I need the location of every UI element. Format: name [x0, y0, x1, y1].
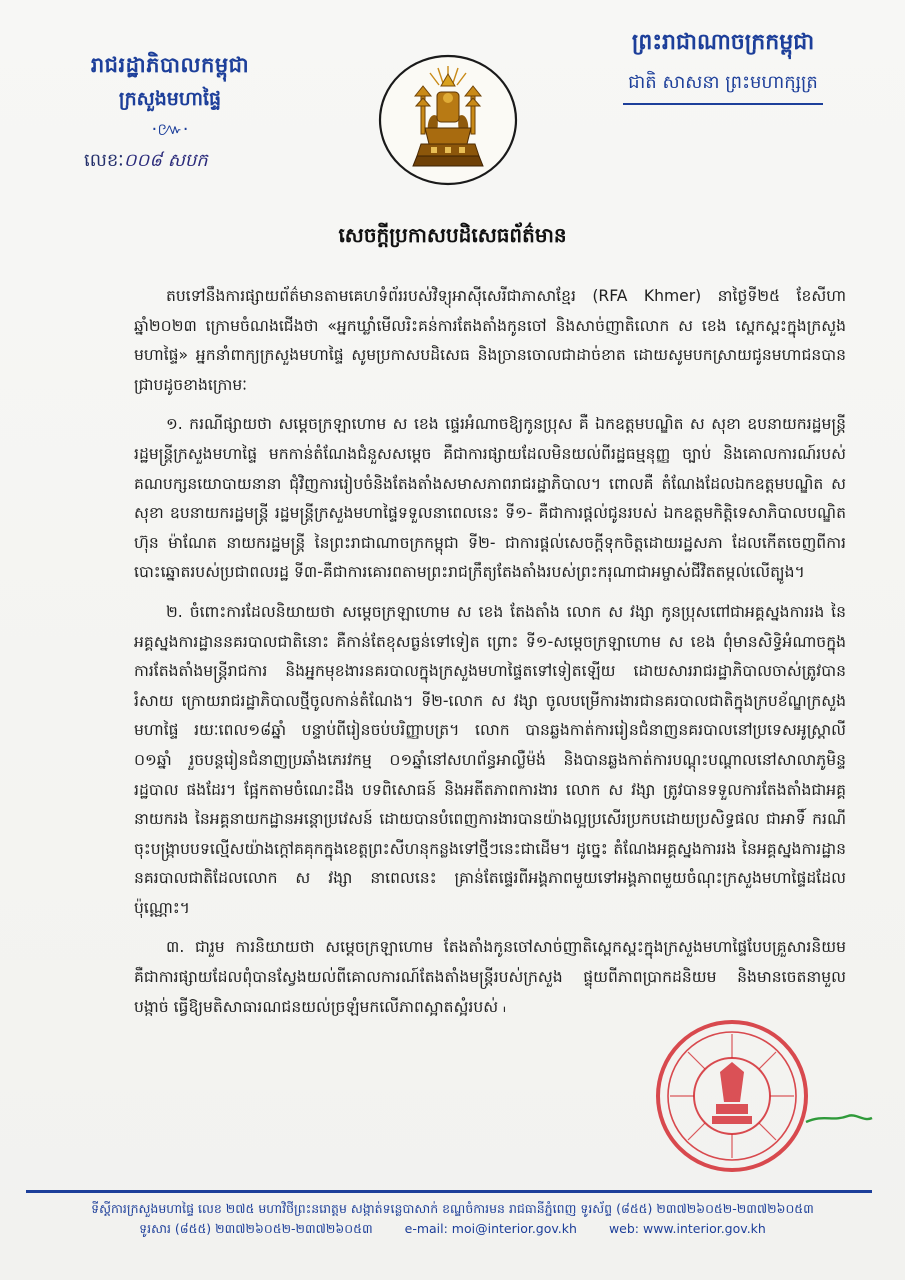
reference-value: ០០៨ សបក — [123, 150, 208, 171]
document-body — [134, 282, 846, 1032]
ornament-divider: ·៚· — [151, 119, 189, 140]
header-right-block — [588, 28, 858, 105]
point-2-paragraph: ២. ចំពោះការដែលនិយាយថា សម្តេចក្រឡាហោម ស ខេង តែងតាំង លោក ស វង្សា កូនប្រុសពៅជាអគ្គស្នងការរង នៃអគ្គស្នងការដ្ឋាននគរបាលជាតិនោះ គឺកាន់តែខុសធ្ងន់ទៅទៀត ព្រោះ ទី១-សម្តេចក្រឡាហោម ស ខេង ពុំមានសិទ្ធិអំណាចក្នុងការតែងតាំងមន្ត្រីរាជការ និងអ្នកមុខងារនគរបាលក្នុងក្រសួងមហាផ្ទៃតទៅទៀតឡើយ ដោយសាររាជរដ្ឋាភិបាលចាស់ត្រូវបានរំសាយ ក្រោយរាជរដ្ឋាភិបាលថ្មីចូលកាន់តំណែង។ ទី២-លោក ស វង្សា ចូលបម្រើការងារជានគរបាលជាតិក្នុងក្របខ័ណ្ឌក្រសួងមហាផ្ទៃ រយៈពេល១៨ឆ្នាំ បន្ទាប់ពីរៀនចប់បរិញ្ញាបត្រ។ លោក បានឆ្លងកាត់ការរៀនជំនាញនគរបាលនៅប្រទេសអូស្ត្រាលី ០១ឆ្នាំ រួចបន្តរៀនជំនាញប្រឆាំងភេរវកម្ម ០១ឆ្នាំនៅសហព័ន្ធអាល្លឺម៉ង់ និងបានឆ្លងកាត់ការបណ្តុះបណ្តាលនៅសាលាភូមិន្ទរដ្ឋបាល ផងដែរ។ ផ្អែកតាមចំណេះដឹង បទពិសោធន៍ និងអតីតភាពការងារ លោក ស វង្សា ត្រូវបានទទួលការតែងតាំងជាអគ្គនាយករង នៃអគ្គនាយកដ្ឋានអន្តោប្រវេសន៍ ដោយបានបំពេញការងារបានយ៉ាងល្អប្រសើរប្រកបដោយប្រសិទ្ធផល ជាអាទិ៍ ករណីចុះបង្ក្រាបបទល្មើសយ៉ាងក្តៅគគុកក្នុងខេត្តព្រះសីហនុកន្លងទៅថ្មីៗនេះជាដើម។ ដូច្នេះ តំណែងអគ្គស្នងការរង នៃអគ្គស្នងការដ្ឋាននគរបាលជាតិដែលលោក ស វង្សា នាពេលនេះ គ្រាន់តែផ្ទេរពីអង្គភាពមួយទៅអង្គភាពមួយចំណុះក្រសួងមហាផ្ទៃដដែលប៉ុណ្ណោះ។ — [134, 602, 846, 917]
footer-fax: ទូរសារ (៨៥៥) ២៣៧២៦០៥២-២៣៧២៦០៥៣ — [139, 1221, 373, 1236]
motto-underline — [623, 103, 823, 105]
intro-paragraph: តបទៅនឹងការផ្សាយព័ត៌មានតាមគេហទំព័ររបស់វិទ្យុអាស៊ីសេរីជាភាសាខ្មែរ (RFA Khmer) នាថ្ងៃទី២៥ ខែសីហា ឆ្នាំ២០២៣ ក្រោមចំណងជើងថា «អ្នកឃ្លាំមើលរិះគន់ការតែងតាំងកូនចៅ និងសាច់ញាតិលោក ស ខេង ស្ពេកស្ពះក្នុងក្រសួងមហាផ្ទៃ» អ្នកនាំពាក្យក្រសួងមហាផ្ទៃ សូមប្រកាសបដិសេធ និងច្រានចោលជាដាច់ខាត ដោយសូមបកស្រាយជូនមហាជនបានជ្រាបដូចខាងក្រោមៈ — [134, 287, 846, 394]
footer-divider — [26, 1190, 872, 1193]
footer — [0, 1199, 905, 1239]
national-motto: ជាតិ សាសនា ព្រះមហាក្សត្រ — [628, 72, 818, 93]
header-left-block — [40, 52, 300, 175]
ministry-name: ក្រសួងមហាផ្ទៃ — [118, 88, 222, 110]
royal-emblem-icon — [377, 52, 519, 188]
footer-contact-row — [0, 1219, 905, 1239]
footer-web[interactable]: web: www.interior.gov.kh — [608, 1221, 766, 1236]
reference-label: លេខៈ — [84, 150, 124, 171]
point-3-paragraph: ៣. ជារួម ការនិយាយថា សម្តេចក្រឡាហោម តែងតាំងកូនចៅសាច់ញាតិស្ពេកស្ពះក្នុងក្រសួងមហាផ្ទៃបែបគ្រួសារនិយម គឺជាការផ្សាយដែលពុំបានស្វែងយល់ពីគោលការណ៍តែងតាំងមន្ត្រីរបស់ក្រសួង ផ្ទុយពីភាពប្រាកដនិយម និងមានចេតនាមួលបង្កាច់ ធ្វើឱ្យមតិសាធារណជនយល់ច្រឡំមកលើភាពស្អាតស្អំរបស់ ៲ — [134, 938, 846, 1016]
point-1-paragraph: ១. ករណីផ្សាយថា សម្តេចក្រឡាហោម ស ខេង ផ្ទេរអំណាចឱ្យកូនប្រុស គឺ ឯកឧត្តមបណ្ឌិត ស សុខា ឧបនាយករដ្ឋមន្ត្រី រដ្ឋមន្ត្រីក្រសួងមហាផ្ទៃ មកកាន់តំណែងជំនួសសម្តេច គឺជាការផ្សាយដែលមិនយល់ពីរដ្ឋធម្មនុញ្ញ ច្បាប់ និងគោលការណ៍របស់គណបក្សនយោបាយនានា ជុំវិញការរៀបចំនិងតែងតាំងសមាសភាពរាជរដ្ឋាភិបាល។ ពោលគឺ តំណែងដែលឯកឧត្តមបណ្ឌិត ស សុខា ឧបនាយករដ្ឋមន្ត្រី រដ្ឋមន្ត្រីក្រសួងមហាផ្ទៃទទួលនាពេលនេះ ទី១- គឺជាការផ្តល់ជូនរបស់ ឯកឧត្តមកិត្តិទេសាភិបាលបណ្ឌិត ហ៊ុន ម៉ាណែត នាយករដ្ឋមន្ត្រី នៃព្រះរាជាណាចក្រកម្ពុជា ទី២- ជាការផ្តល់សេចក្តីទុកចិត្តដោយរដ្ឋសភា ដែលកើតចេញពីការបោះឆ្នោតរបស់ប្រជាពលរដ្ឋ ទី៣-គឺជាការគោរពតាមព្រះរាជក្រឹត្យតែងតាំងរបស់ព្រះករុណាជាអម្ចាស់ជីវិតតម្កល់លើត្បូង។ — [134, 415, 846, 582]
document-title: សេចក្តីប្រកាសបដិសេធព័ត៌មាន — [338, 223, 567, 247]
official-seal-stamp-icon — [628, 1010, 876, 1190]
reference-number — [40, 148, 300, 175]
kingdom-name: ព្រះរាជាណាចក្រកម្ពុជា — [631, 30, 815, 55]
government-name: រាជរដ្ឋាភិបាលកម្ពុជា — [90, 53, 250, 77]
footer-email[interactable]: e-mail: moi@interior.gov.kh — [404, 1221, 577, 1236]
footer-address: ទីស្តីការក្រសួងមហាផ្ទៃ លេខ ២៧៥ មហាវិថីព្រះនរោត្តម សង្កាត់ទន្លេបាសាក់ ខណ្ឌចំការមន រាជធានីភ្នំពេញ ទូរស័ព្ទ (៨៥៥) ២៣៧២៦០៥២-២៣៧២៦០៥៣ — [91, 1201, 814, 1216]
